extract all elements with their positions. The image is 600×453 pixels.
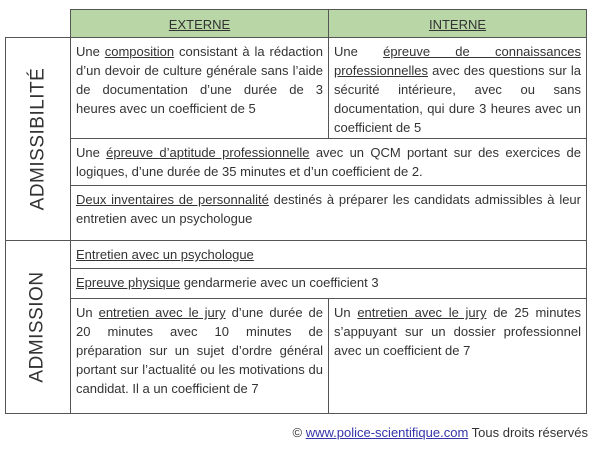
cell-r6-interne: Un entretien avec le jury de 25 minutes s’appuyant sur un dossier professionnel avec un coefficient de 7	[328, 298, 587, 414]
section-label: ADMISSIBILITÉ	[27, 67, 49, 211]
header-interne-label: INTERNE	[428, 17, 487, 32]
header-externe	[70, 9, 329, 38]
cell-r4	[70, 240, 587, 269]
cell-link: entretien avec le jury	[357, 305, 487, 320]
cell-link: Deux inventaires de personnalité	[76, 192, 269, 207]
footer	[292, 425, 588, 440]
footer-link[interactable]: www.police-scientifique.com	[305, 425, 469, 440]
copyright-symbol: ©	[292, 425, 303, 440]
cell-r3: Deux inventaires de personnalité destinés à préparer les candidats admissibles à leur entretien avec un psychologue	[70, 185, 587, 241]
cell-link: composition	[104, 44, 175, 59]
section-admissibilite	[5, 37, 71, 241]
cell-r2: Une épreuve d’aptitude professionnelle avec un QCM portant sur des exercices de logiques, d’une durée de 35 minutes et d’un coefficient de 2.	[70, 138, 587, 186]
header-interne	[328, 9, 587, 38]
cell-link: Entretien avec un psychologue	[76, 247, 254, 262]
section-admission	[5, 240, 71, 414]
cell-link: entretien avec le jury	[98, 305, 226, 320]
cell-link: épreuve d’aptitude professionnelle	[106, 145, 310, 160]
footer-text: Tous droits réservés	[471, 425, 588, 440]
cell-link: Epreuve physique	[76, 275, 181, 290]
cell-r6-externe: Un entretien avec le jury d’une durée de 20 minutes avec 10 minutes de préparation sur un sujet d’ordre général portant sur l’actualité ou les motivations du candidat. Il a un coefficient de 7	[70, 298, 329, 414]
cell-r1-externe: Une composition consistant à la rédaction d’un devoir de culture générale sans l’aide de documentation d’une durée de 3 heures avec un coefficient de 5	[70, 37, 329, 139]
cell-link: épreuve de connaissances professionnelles	[334, 44, 581, 78]
section-label: ADMISSION	[27, 271, 48, 383]
cell-r5: Epreuve physique gendarmerie avec un coefficient 3	[70, 268, 587, 299]
header-externe-label: EXTERNE	[168, 17, 231, 32]
cell-r1-interne: Une épreuve de connaissances professionnelles avec des questions sur la sécurité intérieure, avec ou sans documentation, qui dure 3 heures avec un coefficient de 5	[328, 37, 587, 139]
